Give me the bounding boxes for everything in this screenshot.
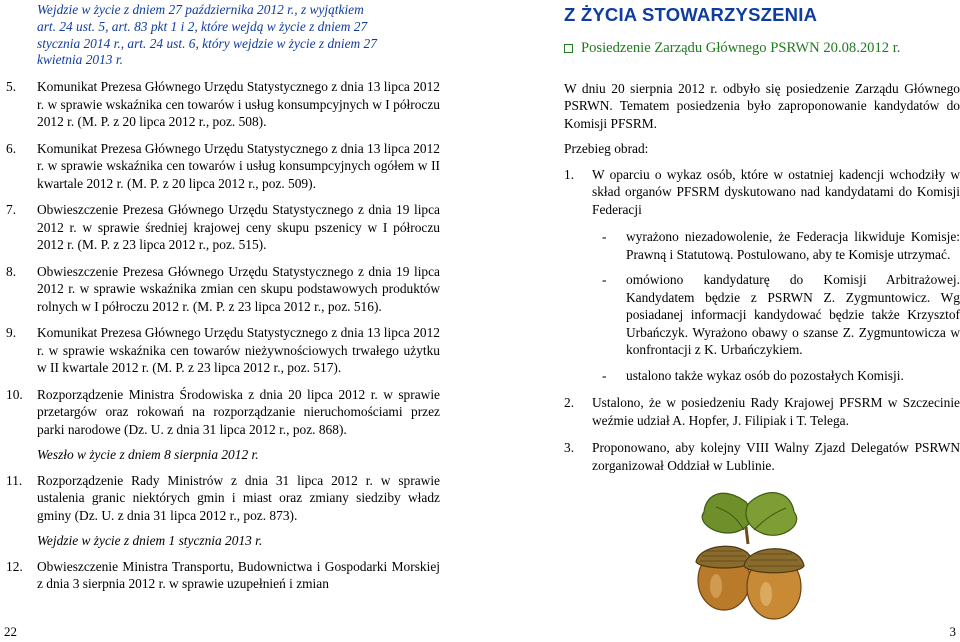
section-title: Z ŻYCIA STOWARZYSZENIA	[564, 4, 818, 25]
list-item: 8. Obwieszczenie Prezesa Głównego Urzędu Statystycznego z dnia 19 lipca 2012 r. w sprawie wskaźnika zmian cen skupu podstawowych produktów rolnych w I półroczu 2012 r. (M. P. z 23 lipca 2012 r., poz. 516).	[6, 263, 440, 314]
intro-line-4: kwietnia 2013 r.	[37, 52, 123, 68]
right-page	[520, 0, 960, 474]
list-item: 11. Rozporządzenie Rady Ministrów z dnia 31 lipca 2012 r. w sprawie ustalenia granic niektórych gmin i miast oraz zmiany siedziby władz gminy (Dz. U. z dnia 31 lipca 2012 r., poz. 873).	[6, 472, 440, 523]
acorn-illustration-icon	[676, 482, 816, 627]
intro-line-3: stycznia 2014 r., art. 24 ust. 6, który wejdzie w życie z dniem 27	[37, 35, 377, 51]
entry-into-force-note-11: Wejdzie w życie z dniem 1 stycznia 2013 r.	[37, 533, 263, 549]
agenda-subpoint: - omówiono kandydaturę do Komisji Arbitrażowej. Kandydatem będzie z PSRWN Z. Zygmuntowicz. Wg posiadanej informacji kandydować będzie także Krzysztof Urbańczyk. Wyrażono obawy o szanse Z. Zygmuntowicza w konfrontacji z K. Urbańczykiem.	[602, 272, 960, 357]
agenda-point-3: 3. Proponowano, aby kolejny VIII Walny Zjazd Delegatów PSRWN zorganizował Oddział w Lublinie.	[564, 440, 960, 473]
entry-into-force-note	[0, 2, 440, 69]
list-item: 9. Komunikat Prezesa Głównego Urzędu Statystycznego z dnia 13 lipca 2012 r. w sprawie wskaźnika cen towarów nieżywnościowych trwałego użytku w II kwartale 2012 r. (M. P. z 23 lipca 2012 r., poz. 517).	[6, 325, 440, 376]
page-number-left: 22	[4, 624, 17, 639]
intro-line-1: Wejdzie w życie z dniem 27 października 2012 r., z wyjątkiem	[37, 2, 364, 17]
intro-line-2: art. 24 ust. 5, art. 83 pkt 1 i 2, które wejdą w życie z dniem 27	[37, 18, 368, 34]
list-item: 10. Rozporządzenie Ministra Środowiska z dnia 20 lipca 2012 r. w sprawie przetargów oraz rokowań na rozporządzanie nieruchomościami przez parki narodowe (Dz. U. z dnia 31 lipca 2012 r., poz. 868).	[6, 386, 440, 437]
meeting-intro: W dniu 20 sierpnia 2012 r. odbyło się posiedzenie Zarządu Głównego PSRWN. Tematem posiedzenia było zaproponowanie kandydatów do Komisji PFSRM.	[564, 80, 960, 131]
page-number-right: 3	[949, 624, 956, 639]
agenda-point-2: 2. Ustalono, że w posiedzeniu Rady Krajowej PFSRM w Szczecinie weźmie udział A. Hopfer, J. Filipiak i T. Telega.	[564, 395, 960, 428]
meeting-heading-text: Posiedzenie Zarządu Głównego PSRWN 20.08.2012 r.	[581, 40, 901, 56]
left-page	[0, 0, 440, 593]
agenda-label: Przebieg obrad:	[564, 141, 649, 156]
meeting-heading	[564, 40, 960, 58]
square-bullet-icon	[564, 44, 573, 53]
entry-into-force-note-10: Weszło w życie z dniem 8 sierpnia 2012 r.	[37, 447, 259, 463]
list-item: 6. Komunikat Prezesa Głównego Urzędu Statystycznego z dnia 13 lipca 2012 r. w sprawie wskaźnika cen towarów i usług konsumpcyjnych ogółem w II kwartale 2012 r. (M. P. z 20 lipca 2012 r., poz. 509).	[6, 140, 440, 191]
list-item: 12. Obwieszczenie Ministra Transportu, Budownictwa i Gospodarki Morskiej z dnia 3 sierpnia 2012 r. w sprawie uzupełnień i zmian	[6, 558, 440, 592]
list-item: 7. Obwieszczenie Prezesa Głównego Urzędu Statystycznego z dnia 19 lipca 2012 r. w sprawie średniej krajowej ceny skupu pszenicy w I półroczu 2012 r. (M. P. z 23 lipca 2012 r., poz. 515).	[6, 202, 440, 253]
list-item: 5. Komunikat Prezesa Głównego Urzędu Statystycznego z dnia 13 lipca 2012 r. w sprawie wskaźnika cen towarów i usług konsumpcyjnych w I półroczu 2012 r. (M. P. z 20 lipca 2012 r., poz. 508).	[6, 79, 440, 130]
agenda-point-1: 1. W oparciu o wykaz osób, które w ostatniej kadencji wchodziły w skład organów PFSRM dyskutowano nad kandydatami do Komisji Federacji	[564, 166, 960, 217]
agenda-subpoint: - wyrażono niezadowolenie, że Federacja likwiduje Komisje: Prawną i Statutową. Postulowano, aby te Komisje utrzymać.	[602, 229, 960, 262]
agenda-subpoint: - ustalono także wykaz osób do pozostałych Komisji.	[602, 367, 904, 383]
